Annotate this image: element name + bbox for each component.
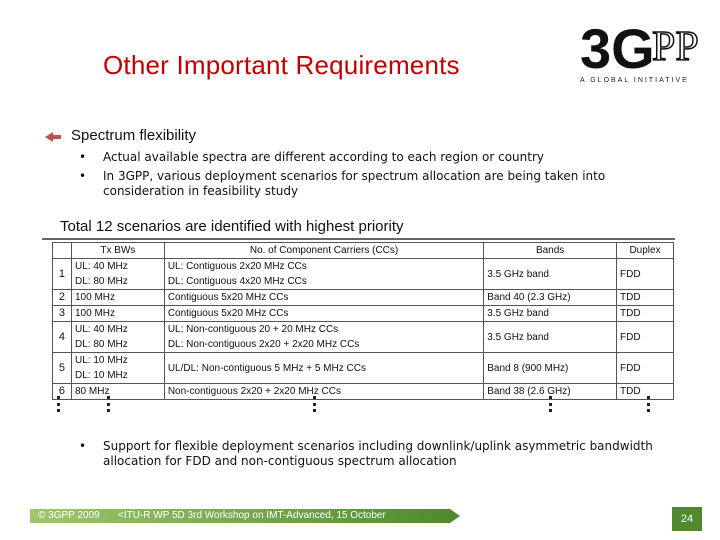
cc-cell: Contiguous 5x20 MHz CCs [164,306,483,322]
footer-copyright: © 3GPP 2009 [38,510,100,521]
bullet-dot-icon: • [79,169,87,183]
table-row [53,259,674,290]
tx-bw-cell [71,353,164,384]
header-duplex: Duplex [617,243,674,259]
row-number: 3 [53,306,72,322]
row-number: 6 [53,384,72,400]
cc-line: DL: Contiguous 4x20 MHz CCs [167,276,307,287]
cc-cell [164,259,483,290]
header-ccs: No. of Component Carriers (CCs) [164,243,483,259]
tx-bw-line: DL: 10 MHz [74,370,128,381]
svg-text:3G: 3G [580,17,655,80]
cc-cell [164,322,483,353]
ellipsis-dots [313,396,319,412]
bullet-dot-icon: • [79,150,87,164]
logo-tagline: A GLOBAL INITIATIVE [580,77,689,84]
cc-line: UL: Contiguous 2x20 MHz CCs [167,261,307,272]
page-number: 24 [672,507,702,531]
table-row [53,290,674,306]
tx-bw-cell: 100 MHz [71,306,164,322]
bullet-arrow-icon [44,131,62,143]
band-cell: Band 8 (900 MHz) [484,353,617,384]
table-row [53,306,674,322]
tx-bw-line: DL: 80 MHz [74,339,128,350]
ellipsis-dots [57,396,63,412]
band-cell: 3.5 GHz band [484,322,617,353]
band-cell: 3.5 GHz band [484,259,617,290]
scenarios-divider [42,238,675,240]
header-tx-bws: Tx BWs [71,243,164,259]
ellipsis-dots [647,396,653,412]
duplex-cell: TDD [617,290,674,306]
table-row [53,384,674,400]
scenarios-title: Total 12 scenarios are identified with highest priority [60,218,404,235]
scenarios-table [52,242,674,400]
duplex-cell: TDD [617,384,674,400]
duplex-cell: FDD [617,322,674,353]
tx-bw-cell: 80 MHz [71,384,164,400]
footer-arrow [450,509,460,523]
ellipsis-dots [549,396,555,412]
table-row [53,353,674,384]
duplex-cell: TDD [617,306,674,322]
ellipsis-dots [107,396,113,412]
tx-bw-line: UL: 40 MHz [74,261,128,272]
sub-bullet-text: Actual available spectra are different according to each region or country [103,150,545,164]
cc-cell: Non-contiguous 2x20 + 2x20 MHz CCs [164,384,483,400]
slide-title: Other Important Requirements [103,50,460,80]
cc-line: UL: Non-contiguous 20 + 20 MHz CCs [167,324,339,335]
duplex-cell: FDD [617,353,674,384]
band-cell: Band 40 (2.3 GHz) [484,290,617,306]
tx-bw-line: DL: 80 MHz [74,276,128,287]
row-number: 2 [53,290,72,306]
table-header-row [53,243,674,259]
tx-bw-line: UL: 10 MHz [74,355,128,366]
row-number: 4 [53,322,72,353]
sub-bullet-2 [79,169,663,199]
sub-bullet-3 [79,439,663,469]
tx-bw-cell [71,322,164,353]
row-number: 5 [53,353,72,384]
sub-bullet-1 [79,150,663,165]
tx-bw-cell: 100 MHz [71,290,164,306]
footer-event: <ITU-R WP 5D 3rd Workshop on IMT-Advanced, 15 October [118,510,386,521]
cc-line: DL: Non-contiguous 2x20 + 2x20 MHz CCs [167,339,360,350]
header-bands: Bands [484,243,617,259]
svg-text:PP: PP [652,24,699,70]
cc-cell: Contiguous 5x20 MHz CCs [164,290,483,306]
row-number: 1 [53,259,72,290]
bullet-dot-icon: • [79,439,87,453]
band-cell: Band 38 (2.6 GHz) [484,384,617,400]
table-row [53,322,674,353]
sub-bullet-text: Support for flexible deployment scenarios including downlink/uplink asymmetric bandwidth allocation for FDD and non-contiguous spectrum allocation [103,439,653,468]
header-num [53,243,72,259]
band-cell: 3.5 GHz band [484,306,617,322]
sub-bullet-text: In 3GPP, various deployment scenarios for spectrum allocation are being taken into consideration in feasibility study [103,169,606,198]
bullet-heading: Spectrum flexibility [71,127,197,144]
tx-bw-cell [71,259,164,290]
footer-copyright-cont: 2009> [38,524,67,535]
tx-bw-line: UL: 40 MHz [74,324,128,335]
duplex-cell: FDD [617,259,674,290]
cc-cell: UL/DL: Non-contiguous 5 MHz + 5 MHz CCs [164,353,483,384]
